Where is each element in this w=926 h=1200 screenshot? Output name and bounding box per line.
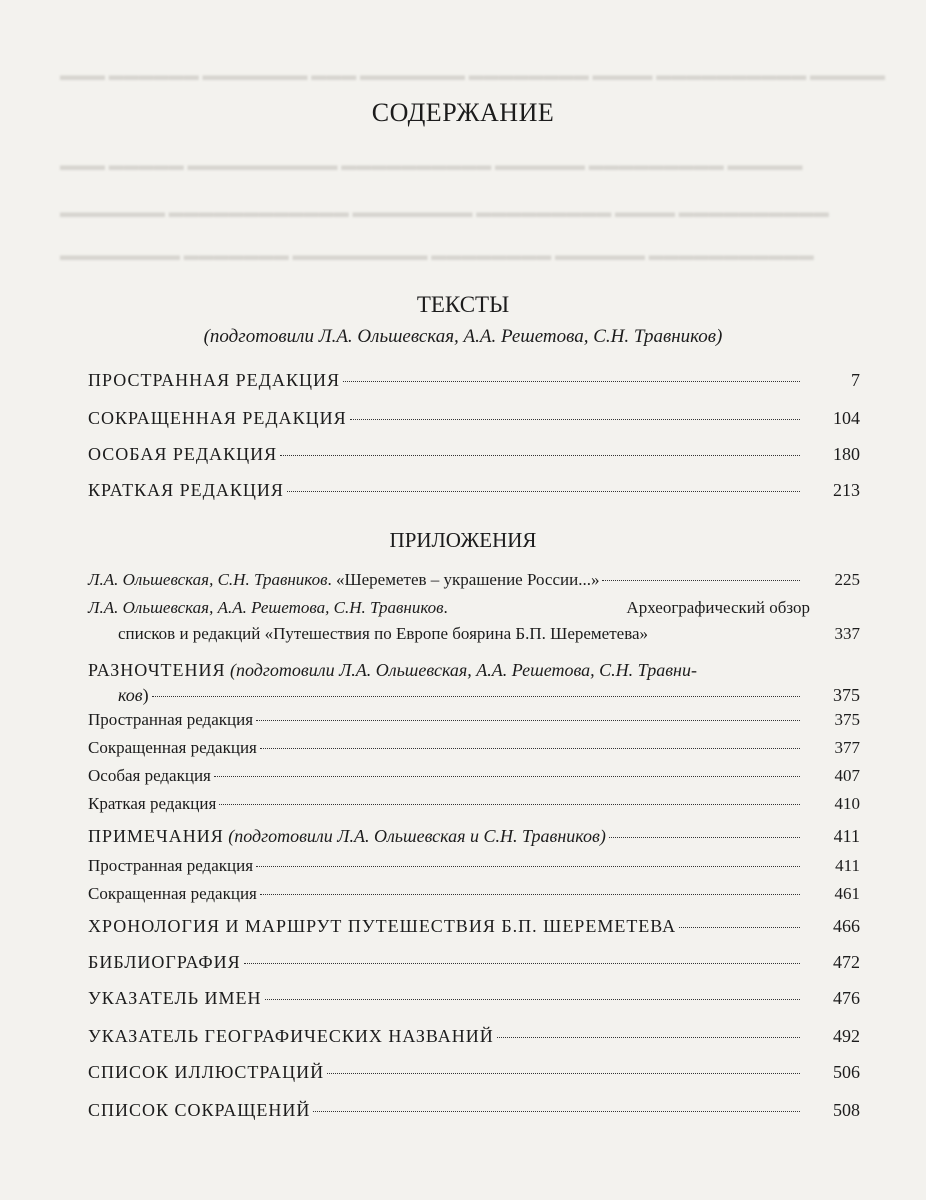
toc-subentry [88,710,860,730]
toc-entry-label: СОКРАЩЕННАЯ РЕДАКЦИЯ [88,408,347,428]
toc-subentry-label: Пространная редакция [88,710,254,729]
toc-entry-page: 492 [833,1026,860,1046]
leader-dots [214,776,800,777]
toc-entry-notes [88,826,860,847]
leader-dots [244,963,800,964]
notes-credits: (подготовили Л.А. Ольшевская и С.Н. Травников) [228,826,606,846]
toc-entry-label: КРАТКАЯ РЕДАКЦИЯ [88,480,284,500]
toc-entry-page: 7 [851,370,860,390]
toc-subentry-label: Пространная редакция [88,856,254,875]
toc-entry-variants: РАЗНОЧТЕНИЯ (подготовили Л.А. Ольшевская, А.А. Решетова, С.Н. Травни- ков ) 375 [88,660,860,705]
texts-heading: ТЕКСТЫ [416,292,510,317]
bleed-through-text: ▬▬▬▬▬▬▬▬ ▬▬▬▬▬▬▬ ▬▬▬▬▬▬▬▬▬ ▬▬▬▬▬▬▬▬ ▬▬▬▬▬▬ ▬▬▬▬▬▬▬▬▬▬▬ [60,248,814,264]
toc-entry-label: БИБЛИОГРАФИЯ [88,952,241,972]
toc-entry [88,916,860,937]
toc-entry-page: 411 [833,826,860,846]
toc-subentry-label: Особая редакция [88,766,211,785]
toc-entry-page: 476 [833,988,860,1008]
leader-dots [679,927,800,928]
toc-subentry [88,856,860,876]
toc-entry-page: 411 [835,856,860,875]
leader-dots [265,999,800,1000]
leader-dots [609,837,800,838]
toc-entry [88,444,860,465]
toc-entry-page: 104 [833,408,860,428]
toc-entry-page: 508 [833,1100,860,1120]
toc-entry [88,1026,860,1047]
toc-entry [88,952,860,973]
leader-dots [327,1073,800,1074]
bleed-through-text: ▬▬▬▬▬▬▬ ▬▬▬▬▬▬▬▬▬▬▬▬ ▬▬▬▬▬▬▬▬ ▬▬▬▬▬▬▬▬▬ ▬▬▬▬ ▬▬▬▬▬▬▬▬▬▬ [60,205,829,221]
toc-entry-label: УКАЗАТЕЛЬ ИМЕН [88,988,262,1008]
toc-subentry-label: Сокращенная редакция [88,738,257,757]
toc-entry-page: 407 [834,766,860,785]
leader-dots [497,1037,800,1038]
variants-credits: (подготовили Л.А. Ольшевская, А.А. Решетова, С.Н. Травни- [230,660,697,680]
toc-entry-page: 225 [834,570,860,589]
leader-dots [256,866,800,867]
toc-entry-label: СПИСОК ИЛЛЮСТРАЦИЙ [88,1062,325,1082]
leader-dots [219,804,800,805]
toc-subentry-label: Сокращенная редакция [88,884,257,903]
leader-dots [280,455,800,456]
toc-entry-page: 472 [833,952,860,972]
leader-dots [350,419,800,420]
toc-entry-page: 375 [833,685,860,705]
variants-credits-cont: ков [118,685,143,705]
toc-subentry [88,738,860,758]
toc-entry-page: 410 [834,794,860,813]
toc-entry-label: ПРОСТРАННАЯ РЕДАКЦИЯ [88,370,340,390]
toc-subentry-label: Краткая редакция [88,794,217,813]
article-title: «Шереметев – украшение России...» [335,570,600,589]
toc-entry [88,408,860,429]
notes-label: ПРИМЕЧАНИЯ [88,826,224,846]
toc-entry-label: УКАЗАТЕЛЬ ГЕОГРАФИЧЕСКИХ НАЗВАНИЙ [88,1026,494,1046]
article-title-line2: списков и редакций «Путешествия по Европе боярина Б.П. Шереметева» [118,624,649,643]
toc-subentry [88,794,860,814]
toc-entry [88,1062,860,1083]
leader-dots [313,1111,800,1112]
toc-entry [88,1100,860,1121]
appendix-heading: ПРИЛОЖЕНИЯ [389,528,537,552]
toc-entry-label: СПИСОК СОКРАЩЕНИЙ [88,1100,311,1120]
toc-entry-page: 213 [833,480,860,500]
leader-dots [260,748,800,749]
toc-entry-page: 461 [834,884,860,903]
leader-dots [260,894,800,895]
toc-entry [88,370,860,391]
leader-dots [152,696,800,697]
leader-dots [602,580,800,581]
variants-label: РАЗНОЧТЕНИЯ [88,660,226,680]
leader-dots [256,720,800,721]
toc-subentry [88,884,860,904]
page-title: СОДЕРЖАНИЕ [371,98,555,127]
toc-entry [88,480,860,501]
toc-entry-label: ХРОНОЛОГИЯ И МАРШРУТ ПУТЕШЕСТВИЯ Б.П. ШЕРЕМЕТЕВА [88,916,677,936]
toc-entry-page: 337 [834,624,860,643]
article-authors: Л.А. Ольшевская, С.Н. Травников [88,570,328,589]
leader-dots [287,491,800,492]
article-title-line1: Археографический обзор [626,598,810,617]
article-authors: Л.А. Ольшевская, А.А. Решетова, С.Н. Травников [88,598,444,617]
texts-credits: (подготовили Л.А. Ольшевская, А.А. Решетова, С.Н. Травников) [203,326,723,347]
toc-entry-article: Л.А. Ольшевская, С.Н. Травников. «Шереметев – украшение России...» 225 [88,570,860,589]
toc-entry-label: ОСОБАЯ РЕДАКЦИЯ [88,444,278,464]
toc-entry-page: 377 [834,738,860,757]
bleed-through-text: ▬▬▬ ▬▬▬▬▬▬ ▬▬▬▬▬▬▬ ▬▬▬ ▬▬▬▬▬▬▬ ▬▬▬▬▬▬▬▬ ▬▬▬▬ ▬▬▬▬▬▬▬▬▬▬ ▬▬▬▬▬ [60,68,885,84]
toc-entry-article: Л.А. Ольшевская, А.А. Решетова, С.Н. Травников. Археографический обзор списков и редакций «Путешествия по Европе боярина Б.П. Шереметева» 337 [88,598,860,643]
toc-entry-page: 466 [833,916,860,936]
toc-entry-page: 375 [834,710,860,729]
toc-entry [88,988,860,1009]
toc-entry-page: 506 [833,1062,860,1082]
leader-dots [343,381,800,382]
toc-entry-page: 180 [833,444,860,464]
bleed-through-text: ▬▬▬ ▬▬▬▬▬ ▬▬▬▬▬▬▬▬▬▬ ▬▬▬▬▬▬▬▬▬▬ ▬▬▬▬▬▬ ▬▬▬▬▬▬▬▬▬ ▬▬▬▬▬ [60,158,803,174]
toc-subentry [88,766,860,786]
